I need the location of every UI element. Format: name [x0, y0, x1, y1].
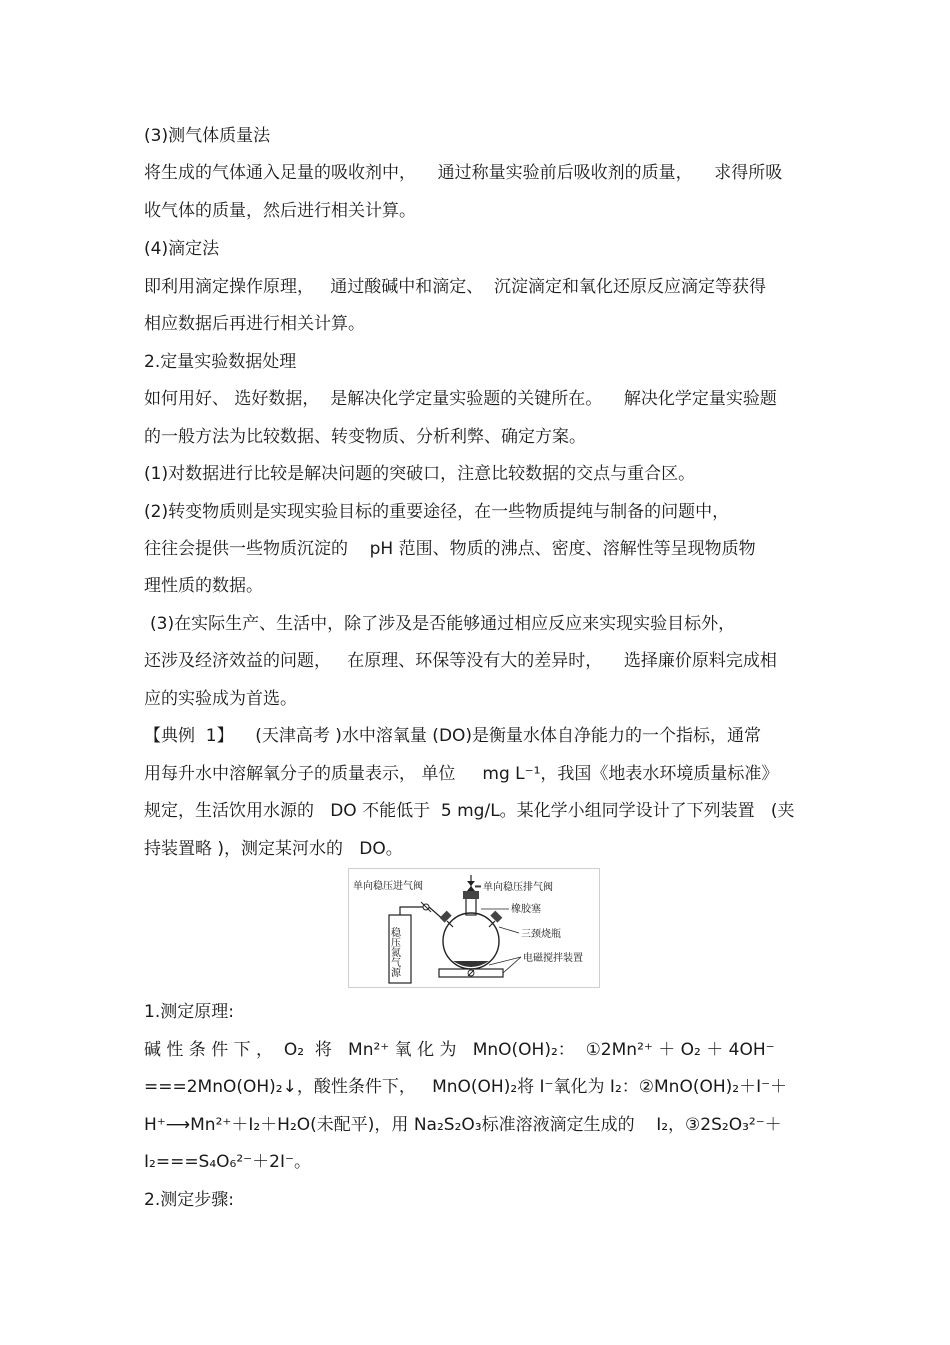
equation-line: ===2MnO(OH)₂↓，酸性条件下， MnO(OH)₂将 I⁻氧化为 I₂：②MnO(OH)₂＋I⁻＋ — [144, 1077, 788, 1097]
paragraph-line: 如何用好、 选好数据， 是解决化学定量实验题的关键所在。 解决化学定量实验题 — [144, 389, 777, 409]
equation-line: 碱 性 条 件 下 ， O₂ 将 Mn²⁺ 氧 化 为 MnO(OH)₂： ①2Mn²⁺ ＋ O₂ ＋ 4OH⁻ — [144, 1040, 775, 1060]
paragraph-line: 应的实验成为首选。 — [144, 689, 297, 709]
gas-source-label: 稳压氮气源 — [388, 927, 400, 977]
paragraph-line: 相应数据后再进行相关计算。 — [144, 314, 365, 334]
stirrer-label: 电磁搅拌装置 — [523, 953, 583, 964]
section-heading-data-processing: 2.定量实验数据处理 — [144, 352, 297, 372]
paragraph-line: (1)对数据进行比较是解决问题的突破口，注意比较数据的交点与重合区。 — [144, 464, 696, 484]
paragraph-line: 用每升水中溶解氧分子的质量表示， 单位 mg L⁻¹，我国《地表水环境质量标准》 — [144, 764, 779, 784]
equation-line: I₂===S₄O₆²⁻＋2I⁻。 — [144, 1152, 311, 1172]
heading-titration-method: (4)滴定法 — [144, 239, 220, 259]
example-heading-line: 【典例 1】 (天津高考 )水中溶氧量 (DO)是衡量水体自净能力的一个指标，通常 — [144, 726, 762, 746]
flask-label: 三颈烧瓶 — [521, 929, 561, 940]
paragraph-line: 还涉及经济效益的问题， 在原理、环保等没有大的差异时， 选择廉价原料完成相 — [144, 651, 777, 671]
paragraph-line: 将生成的气体通入足量的吸收剂中， 通过称量实验前后吸收剂的质量， 求得所吸 — [144, 163, 783, 183]
equation-line: H⁺⟶Mn²⁺＋I₂＋H₂O(未配平)，用 Na₂S₂O₃标准溶液滴定生成的 I₂，③2S₂O₃²⁻＋ — [144, 1115, 782, 1135]
subheading-steps: 2.测定步骤: — [144, 1190, 234, 1210]
paragraph-line: (3)在实际生产、生活中，除了涉及是否能够通过相应反应来实现实验目标外， — [150, 614, 736, 634]
outlet-valve-label: 单向稳压排气阀 — [483, 882, 553, 893]
inlet-valve-label: 单向稳压进气阀 — [353, 881, 423, 892]
apparatus-figure — [348, 868, 600, 988]
paragraph-line: 收气体的质量，然后进行相关计算。 — [144, 201, 416, 221]
heading-gas-mass-method: (3)测气体质量法 — [144, 126, 271, 146]
paragraph-line: 的一般方法为比较数据、转变物质、分析利弊、确定方案。 — [144, 427, 586, 447]
paragraph-line: 即利用滴定操作原理， 通过酸碱中和滴定、 沉淀滴定和氧化还原反应滴定等获得 — [144, 277, 767, 297]
stopper-label: 橡胶塞 — [511, 904, 541, 915]
paragraph-line: 往往会提供一些物质沉淀的 pH 范围、物质的沸点、密度、溶解性等呈现物质物 — [144, 539, 756, 559]
paragraph-line: 规定，生活饮用水源的 DO 不能低于 5 mg/L。某化学小组同学设计了下列装置 (夹 — [144, 801, 795, 821]
subheading-principle: 1.测定原理: — [144, 1002, 234, 1022]
paragraph-line: 持装置略 )，测定某河水的 DO。 — [144, 839, 403, 859]
paragraph-line: (2)转变物质则是实现实验目标的重要途径，在一些物质提纯与制备的问题中， — [144, 502, 730, 522]
paragraph-line: 理性质的数据。 — [144, 576, 263, 596]
